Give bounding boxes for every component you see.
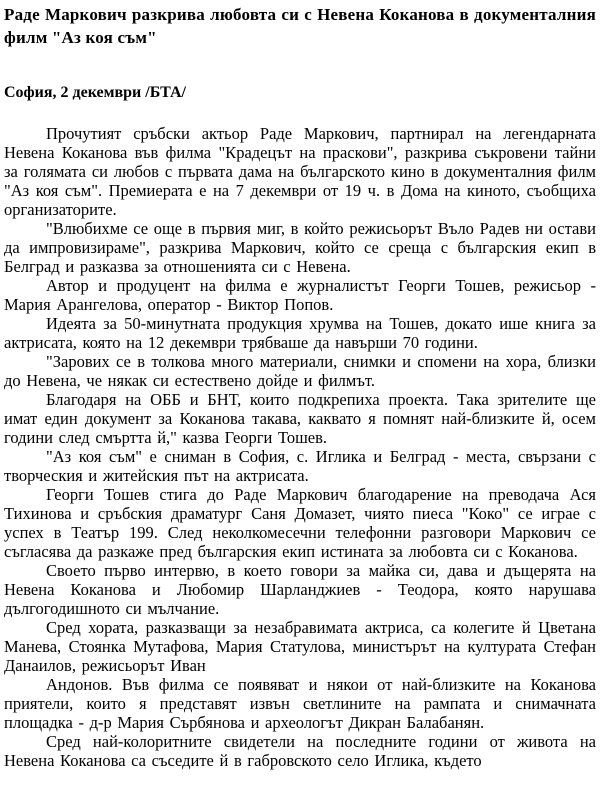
article-title: Раде Маркович разкрива любовта си с Невена Коканова в документалния филм "Аз коя съм" — [4, 5, 596, 47]
paragraph: Прочутият сръбски актьор Раде Маркович, партнирал на легендарната Невена Коканова във филма "Крадецът на праскови", разкрива съкровени тайни за голямата си любов с първата дама на българското кино в документалния филм "Аз коя съм". Премиерата е на 7 декември от 19 ч. в Дома на киното, съобщиха организаторите. — [4, 124, 596, 219]
paragraph: Идеята за 50-минутната продукция хрумва на Тошев, докато ише книга за актрисата, която на 12 декември трябваше да навърши 70 години. — [4, 314, 596, 352]
paragraph: Сред хората, разказващи за незабравимата актриса, са колегите й Цветана Манева, Стоянка Мутафова, Мария Статулова, министърът на културата Стефан Данаилов, режисьорът Иван — [4, 618, 596, 675]
paragraph: Своето първо интервю, в което говори за майка си, дава и дъщерята на Невена Коканова и Любомир Шарланджиев - Теодора, която нарушава дългогодишното си мълчание. — [4, 561, 596, 618]
paragraph: Андонов. Във филма се появяват и някои от най-близките на Коканова приятели, които я представят извън светлините на рампата и снимачната площадка - д-р Мария Сърбянова и археологът Дикран Балабанян. — [4, 675, 596, 732]
paragraph: Автор и продуцент на филма е журналистът Георги Тошев, режисьор - Мария Арангелова, оператор - Виктор Попов. — [4, 276, 596, 314]
paragraph: Георги Тошев стига до Раде Маркович благодарение на преводача Ася Тихинова и сръбския драматург Саня Домазет, чиято пиеса "Коко" се играе с успех в Театър 199. След неколкомесечни телефонни разговори Маркович се съгласява да разкаже пред българския екип истината за любовта си с Коканова. — [4, 485, 596, 561]
dateline: София, 2 декември /БТА/ — [4, 84, 186, 101]
paragraph: "Влюбихме се още в първия миг, в който режисьорът Въло Радев ни остави да импровизираме", разкрива Маркович, който се среща с българския екип в Белград и разказва за отношенията си с Невена. — [4, 219, 596, 276]
paragraph: "Аз коя съм" е сниман в София, с. Иглика и Белград - места, свързани с творческия и житейския път на актрисата. — [4, 447, 596, 485]
paragraph: Благодаря на ОББ и БНТ, които подкрепиха проекта. Така зрителите ще имат един документ за Коканова такава, каквато я помнят най-близките й, осем години след смъртта й," казва Георги Тошев. — [4, 390, 596, 447]
article-body — [4, 124, 596, 770]
paragraph: Сред най-колоритните свидетели на последните години от живота на Невена Коканова са съседите й в габровското село Иглика, където — [4, 732, 596, 770]
paragraph: "Зарових се в толкова много материали, снимки и спомени на хора, близки до Невена, че някак си естествено дойде и филмът. — [4, 352, 596, 390]
